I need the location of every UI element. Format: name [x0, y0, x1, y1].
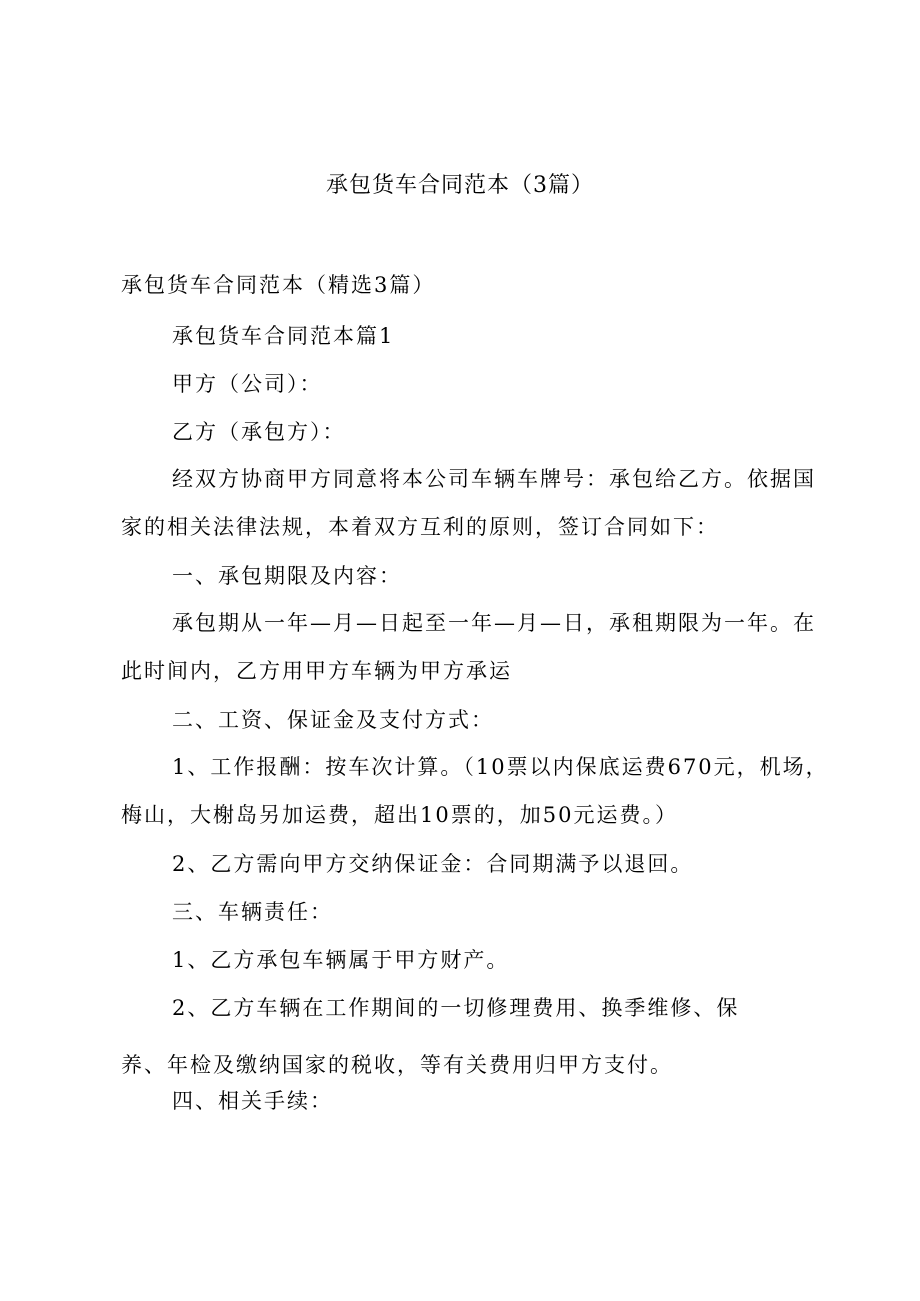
section-heading-term: 一、承包期限及内容：	[172, 564, 402, 588]
section-heading-part1: 承包货车合同范本篇1	[172, 324, 395, 348]
document-title: 承包货车合同范本（3篇）	[326, 173, 594, 198]
clause-line: 梅山，大榭岛另加运费，超出10票的，加50元运费。）	[121, 803, 678, 827]
party-a-line: 甲方（公司）：	[172, 372, 323, 396]
clause-line: 1、工作报酬：按车次计算。（10票以内保底运费670元，机场，	[172, 755, 829, 779]
document-subtitle: 承包货车合同范本（精选3篇）	[121, 273, 436, 297]
section-heading-wages: 二、工资、保证金及支付方式：	[172, 708, 494, 732]
clause-line: 1、乙方承包车辆属于甲方财产。	[172, 948, 510, 972]
paragraph-line: 家的相关法律法规，本着双方互利的原则，签订合同如下：	[121, 515, 719, 539]
party-b-line: 乙方（承包方）：	[172, 420, 346, 444]
paragraph-line: 承包期从一年—月—日起至一年—月—日，承租期限为一年。在	[172, 611, 816, 635]
section-heading-procedures: 四、相关手续：	[172, 1089, 333, 1113]
clause-line: 2、乙方车辆在工作期间的一切修理费用、换季维修、保	[172, 996, 740, 1020]
paragraph-line: 此时间内，乙方用甲方车辆为甲方承运	[121, 659, 512, 683]
section-heading-vehicle: 三、车辆责任：	[172, 900, 333, 924]
clause-line: 2、乙方需向甲方交纳保证金：合同期满予以退回。	[172, 852, 694, 876]
clause-line: 养、年检及缴纳国家的税收，等有关费用归甲方支付。	[121, 1053, 673, 1077]
paragraph-line: 经双方协商甲方同意将本公司车辆车牌号：承包给乙方。依据国	[172, 467, 816, 491]
